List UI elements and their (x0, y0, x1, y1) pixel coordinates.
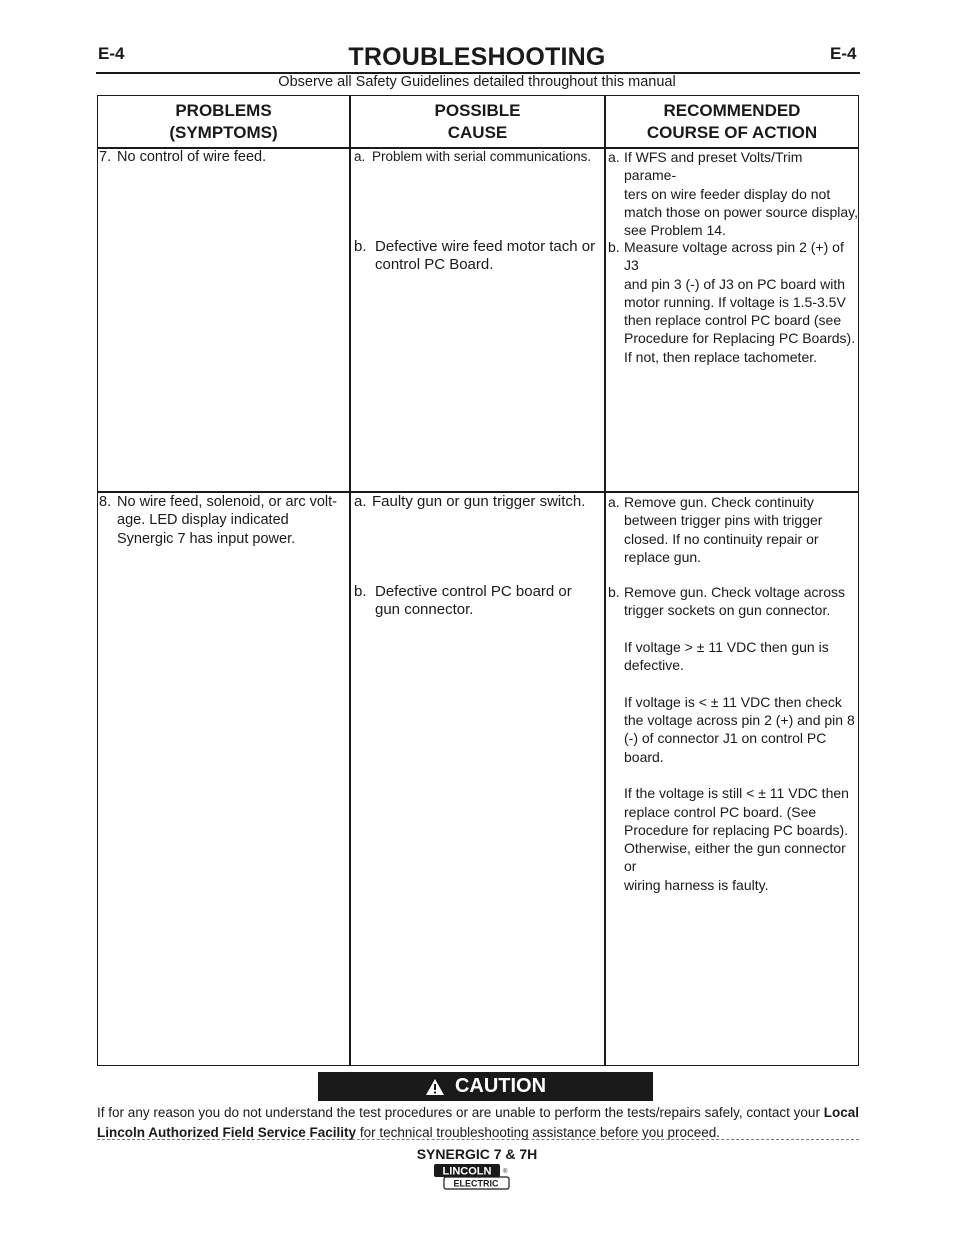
svg-text:®: ® (503, 1169, 508, 1175)
model-name: SYNERGIC 7 & 7H (416, 1146, 538, 1162)
column-divider (604, 96, 606, 1065)
header-cause: POSSIBLE CAUSE (434, 101, 521, 142)
action-7b: b. Measure voltage across pin 2 (+) of J3 and pin 3 (-) of J3 on PC board with motor running. If voltage is 1.5-3.5V then replace control PC board (see Procedure for Replacing PC Boards). If not, then replace tachometer. (608, 239, 856, 365)
service-facility: Local Lincoln Authorized Field Service Facility (97, 1105, 859, 1140)
action-8a: a. Remove gun. Check continuity between trigger pins with trigger closed. If no continuity repair or replace gun. (608, 494, 823, 565)
caution-notice: If for any reason you do not understand the test procedures or are unable to perform the tests/repairs safely, contact your Local Lincoln Authorized Field Service Facility for technical troubleshooting assistance before you proceed. (97, 1105, 859, 1140)
header-action: RECOMMENDED COURSE OF ACTION (646, 101, 818, 142)
caution-label: CAUTION (454, 1075, 547, 1097)
page-code-right: E-4 (830, 44, 857, 63)
problem-8: 8. No wire feed, solenoid, or arc volt- age. LED display indicated Synergic 7 has input power. (99, 494, 338, 547)
cause-7b: b. Defective wire feed motor tach or control PC Board. (354, 238, 596, 274)
caution-banner (318, 1072, 653, 1101)
action-7a: a. If WFS and preset Volts/Trim parame- ters on wire feeder display do not match those on power source display, see Problem 14. (608, 149, 858, 239)
page-code-left: E-4 (98, 44, 125, 63)
header-problems: PROBLEMS (SYMPTOMS) (169, 101, 278, 142)
column-divider (349, 96, 351, 1065)
safety-note: Observe all Safety Guidelines detailed throughout this manual (278, 74, 676, 90)
svg-text:LINCOLN: LINCOLN (442, 1165, 492, 1178)
troubleshooting-table (97, 95, 859, 1066)
action-8b: b. Remove gun. Check voltage across trigger sockets on gun connector. If voltage > ± 11 VDC then gun is defective. If voltage is < ± 11 VDC then check the voltage across pin 2 (+) and pin 8 (-) of connector J1 on control PC board. If the voltage is still < ± 11 VDC then replace control PC board. (See Procedure for replacing PC boards). Otherwise, either the gun connector or wiring harness is faulty. (608, 584, 855, 893)
cause-7a: a. Problem with serial communications. (354, 149, 592, 164)
footer-rule (97, 1139, 859, 1140)
cause-8b: b. Defective control PC board or gun connector. (354, 583, 572, 619)
warning-triangle-icon (425, 1078, 445, 1096)
svg-text:ELECTRIC: ELECTRIC (453, 1178, 499, 1189)
cause-8a: a. Faulty gun or gun trigger switch. (354, 493, 586, 510)
lincoln-electric-logo (433, 1163, 511, 1191)
page-title: TROUBLESHOOTING (348, 43, 606, 71)
problem-7: 7. No control of wire feed. (99, 149, 267, 165)
